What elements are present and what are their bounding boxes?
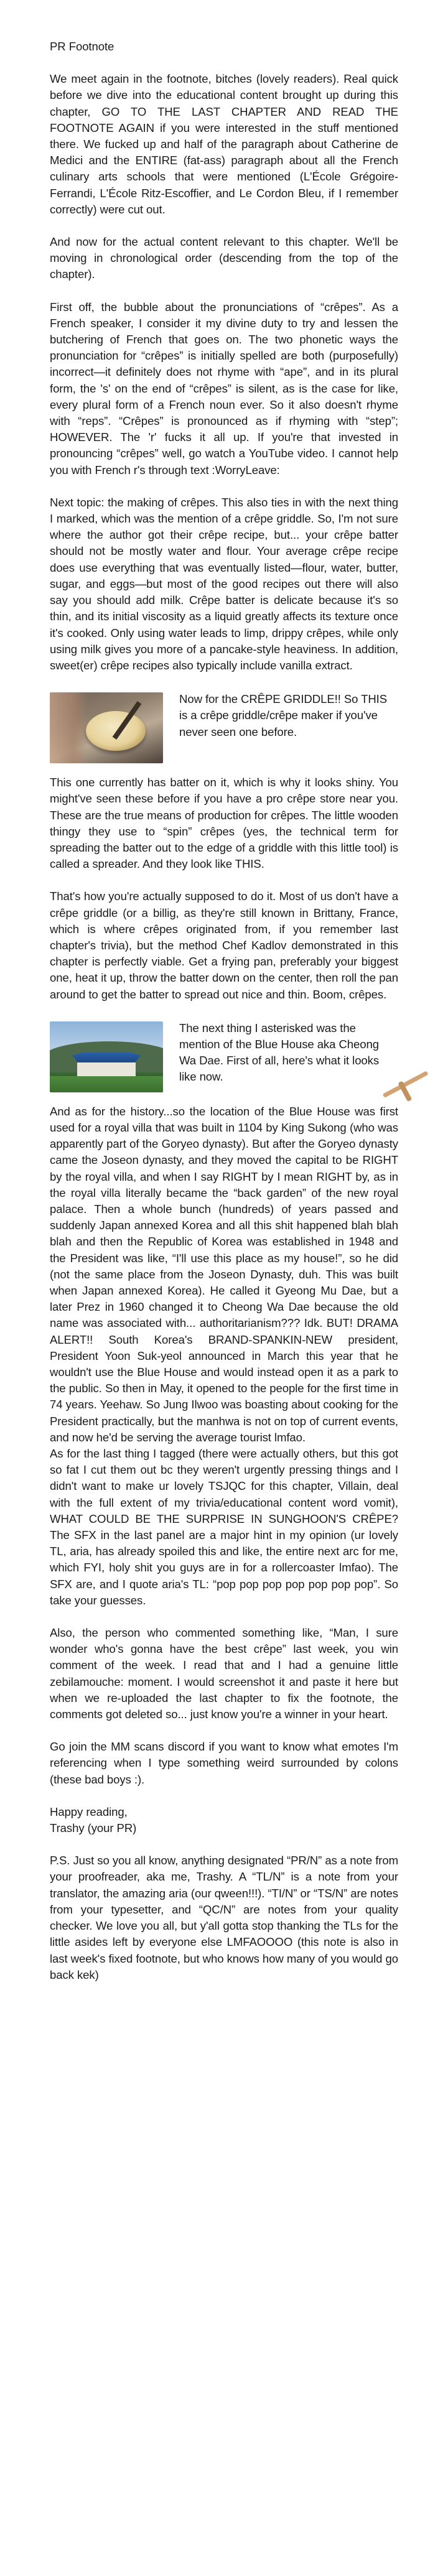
- photo-blue-roof: [72, 1053, 141, 1062]
- comment-of-week-paragraph: Also, the person who commented something like, “Man, I sure wonder who's gonna have the best crêpe” last week, you win comment of the week. I read that and I had a genuine little zebilamouche: moment. I would screenshot it and paste it here but when we re-uploaded the last chapter to fix the footnote, the comments got deleted so... just know you're a winner in your heart.: [50, 1626, 398, 1721]
- photo-building: [77, 1062, 136, 1076]
- crepe-griddle-caption: Now for the CRÊPE GRIDDLE!! So THIS is a crêpe griddle/crêpe maker if you've never seen one before.: [179, 692, 388, 738]
- blue-house-photo: [50, 1021, 163, 1092]
- intro-paragraph: We meet again in the footnote, bitches (lovely readers). Real quick before we dive into the educational content brought up during this chapter, GO TO THE LAST CHAPTER AND READ THE FOOTNOTE AGAIN if you were interested in the stuff mentioned there. We fucked up and half of the paragraph about Catherine de Medici and the ENTIRE (fat-ass) paragraph about all the French culinary arts schools that were mentioned (L'École Grégoire-Ferrandi, L'École Ritz-Escoffier, and Le Cordon Bleu, if I remember correctly) were cut out.: [50, 72, 398, 216]
- crepe-griddle-photo: [50, 692, 163, 763]
- crepe-making-paragraph: Next topic: the making of crêpes. This also ties in with the next thing I marked, which was the mention of a crêpe griddle. So, I'm not sure where the author got their crêpe recipe, but... your crêpe batter should not be mostly water and flour. Your average crêpe recipe does use everything that was eventually listed—flour, water, butter, sugar, and eggs—but most of the good recipes out there will also say you should add milk. Crêpe batter is delicate because it's so thin, and its initial viscosity as a liquid greatly affects its texture once it's cooked. Only using water leads to limp, drippy crêpes, while only using milk gives you more of a pancake-style heaviness. In addition, sweet(er) crêpe recipes also typically include vanilla extract.: [50, 495, 398, 672]
- spreader-paragraph: This one currently has batter on it, which is why it looks shiny. You might've seen these before if you have a pro crêpe store near you. These are the true means of production for crêpes. The little wooden thingy they use to “spin” crêpes (yes, the technical term for spreading the batter out to the edge of a griddle with this little tool) is called a spreader. And they look like THIS.: [50, 776, 398, 871]
- surprise-crepe-paragraph: As for the last thing I tagged (there were actually others, but this got so fat I cut them out bc they weren't urgently pressing things and I didn't want to make ur lovely TSJQC for this chapter, Villain, deal with the full extent of my trivia/educational content word vomit), WHAT COULD BE THE SURPRISE IN SUNGHOON'S CRÊPE? The SFX in the last panel are a major hint in my opinion (ur lovely TL, aria, has already spoiled this and like, the entire next arc for me, which FYI, holy shit you guys are in for a rollercoaster lmfao). The SFX are, and I quote aria's TL: “pop pop pop pop pop pop pop”. So take your guesses.: [50, 1447, 398, 1607]
- photo-hand: [50, 692, 88, 763]
- crepe-griddle-section: [50, 690, 398, 768]
- frying-pan-paragraph: That's how you're actually supposed to do it. Most of us don't have a crêpe griddle (or a billig, as they're still known in Brittany, France, which is where crêpes originated from, if you remember last chapter's trivia), but the method Chef Kadlov demonstrated in this chapter is perfectly viable. Get a frying pan, preferably your biggest one, heat it up, throw the batter down on the center, then roll the pan around to get the batter to spread out nice and thin. Boom, crêpes.: [50, 890, 398, 1001]
- chapter-content-paragraph: And now for the actual content relevant to this chapter. We'll be moving in chronological order (descending from the top of the chapter).: [50, 235, 398, 281]
- photo-lawn: [50, 1076, 163, 1092]
- signoff-greeting: Happy reading,: [50, 1805, 128, 1818]
- signoff: [50, 1804, 398, 1836]
- discord-paragraph: Go join the MM scans discord if you want to know what emotes I'm referencing when I type something weird surrounded by colons (these bad boys :).: [50, 1740, 398, 1786]
- blue-house-history-paragraph: And as for the history...so the location of the Blue House was first used for a royal villa that was built in 1104 by King Sukong (who was apparently part of the Goryeo dynasty). But after the Goryeo dynasty came the Joseon dynasty, and they moved the capital to be RIGHT by the royal villa, and when I say RIGHT by I mean RIGHT by, as in the royal villa literally became the “back garden” of the new royal palace. Then a whole bunch (hundreds) of years passed and suddenly Japan annexed Korea and all this shit happened blah blah blah and then the Republic of Korea was established in 1948 and the President was like, “I'll use this place as my house!”, so he did (not the same place from the Joseon Dynasty, duh. This was built when Japan annexed Korea). He called it Gyeong Mu Dae, but a later Prez in 1960 changed it to Cheong Wa Dae because the old name was associated with... authoritarianism??? Idk. BUT! DRAMA ALERT!! South Korea's BRAND-SPANKIN-NEW president, President Yoon Suk-yeol announced in March this year that he wouldn't use the Blue House and would instead open it as a park to the public. So then in May, it opened to the people for the first time in 74 years. Yeehaw. So Jung Ilwoo was boasting about cooking for the President practically, but the manhwa is not on top of current events, and now he'd be serving the average tourist lmfao.: [50, 1104, 398, 1444]
- blue-house-section: [50, 1019, 398, 1097]
- postscript-paragraph: P.S. Just so you all know, anything designated “PR/N” as a note from your proofreader, aka me, Trashy. A “TL/N” is a note from your translator, the amazing aria (our qween!!!). “TI/N” or “TS/N” are notes from your typesetter, and “QC/N” are notes from your quality checker. We love you all, but y'all gotta stop thanking the TLs for the little asides left by everyone else LMFAOOOO (this note is also in last week's fixed footnote, but who knows how many of you would go back kek): [50, 1854, 398, 1981]
- footnote-heading: PR Footnote: [50, 40, 114, 53]
- signoff-signature: Trashy (your PR): [50, 1821, 137, 1835]
- blue-house-caption: The next thing I asterisked was the mention of the Blue House aka Cheong Wa Dae. First of all, here's what it looks like now.: [179, 1021, 380, 1084]
- pronunciation-paragraph: First off, the bubble about the pronunciations of “crêpes”. As a French speaker, I consider it my divine duty to try and lessen the butchering of French that goes on. The two phonetic ways the pronunciation for “crêpes” is initially spelled are both (purposefully) incorrect—it definitely does not rhyme with “ape”, and in its plural form, the 's' on the end of “crêpes” is silent, as is the case for like, every plural form of a French noun ever. So it also doesn't rhyme with “reps”. “Crêpes” is pronounced as if rhyming with “step”; HOWEVER. The 'r' fucks it all up. If you're that invested in pronouncing “crêpes” well, go watch a YouTube video. I cannot help you with French r's through text :WorryLeave:: [50, 300, 398, 477]
